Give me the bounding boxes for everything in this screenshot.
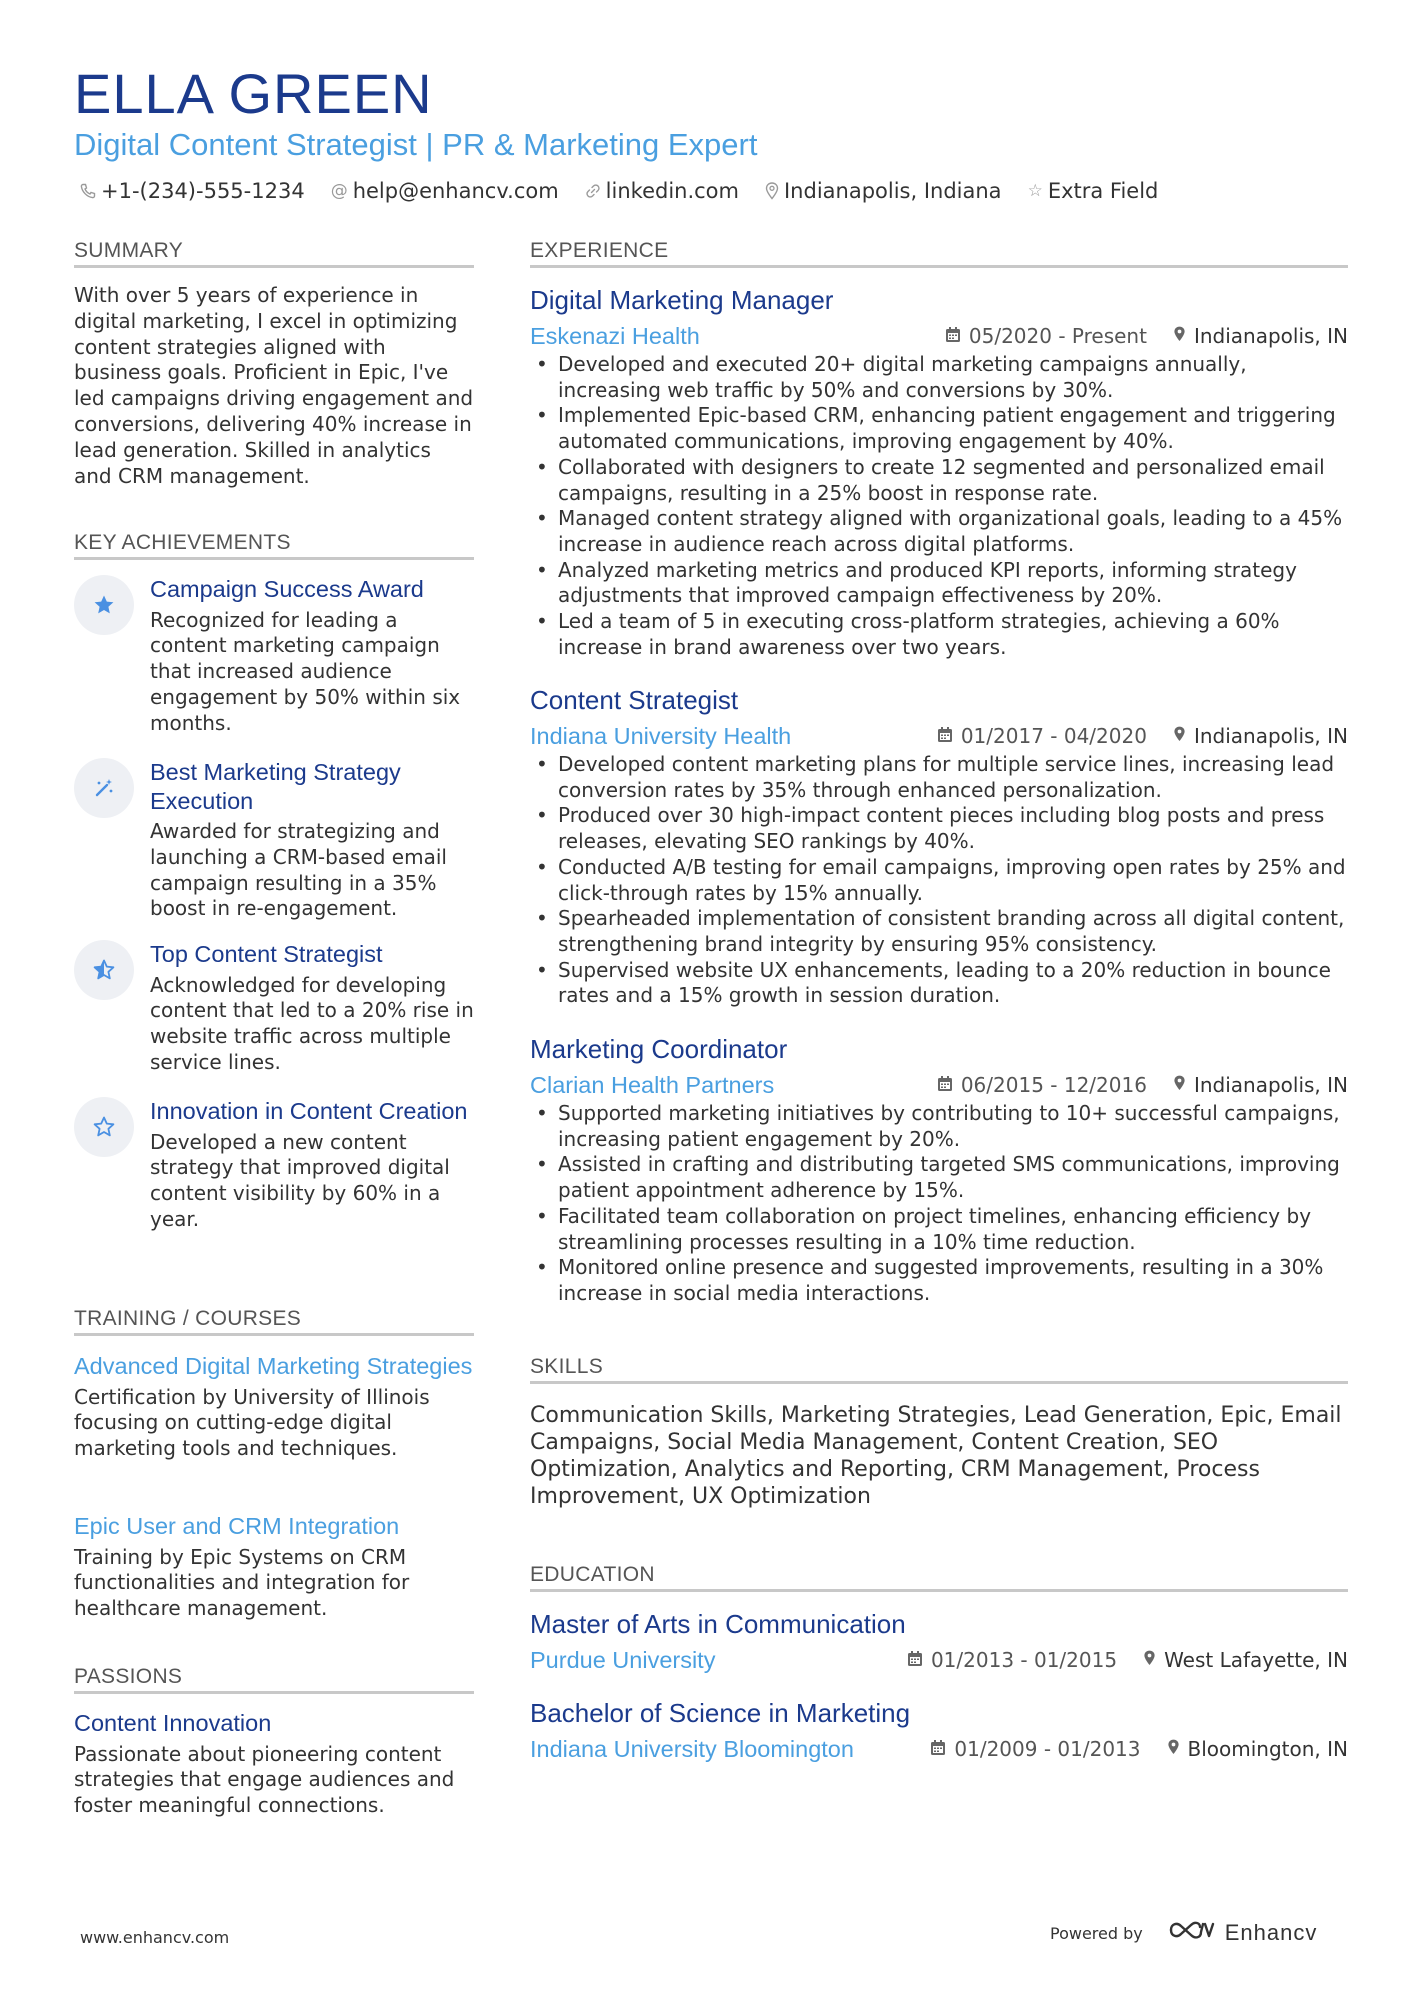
star-outline-icon: ☆	[1027, 181, 1043, 201]
footer-website[interactable]: www.enhancv.com	[80, 1928, 230, 1947]
link-icon	[585, 183, 601, 199]
calendar-icon	[907, 1644, 923, 1676]
bullet-item: • Analyzed marketing metrics and produced KPI reports, informing strategy adjustments that improved campaign effectiveness by 20%.	[530, 558, 1348, 609]
summary-heading: SUMMARY	[74, 239, 184, 262]
education-dates-text: 01/2009 - 01/2013	[954, 1737, 1141, 1761]
skills-text: Communication Skills, Marketing Strategies, Lead Generation, Epic, Email Campaigns, Social Media Management, Content Creation, SEO Optimization, Analytics and Reporting, CRM Management, Process Improvement, UX Optimization	[530, 1403, 1342, 1509]
education-dates	[907, 1644, 1117, 1676]
contact-email-text: help@enhancv.com	[352, 179, 559, 203]
contact-linkedin-text: linkedin.com	[605, 179, 739, 203]
location-pin-icon	[765, 182, 779, 200]
course-desc: Training by Epic Systems on CRM functionalities and integration for healthcare management.	[74, 1544, 410, 1621]
calendar-icon	[937, 1069, 953, 1101]
magic-wand-icon	[74, 758, 134, 818]
bullet-item: • Supported marketing initiatives by contributing to 10+ successful campaigns, increasing patient engagement by 20%.	[530, 1101, 1348, 1152]
achievements-heading: KEY ACHIEVEMENTS	[74, 531, 291, 554]
passion-title: Content Innovation	[74, 1710, 272, 1736]
bullet-item: • Monitored online presence and suggested improvements, resulting in a 30% increase in social media interactions.	[530, 1255, 1348, 1306]
achievement-desc: Acknowledged for developing content that led to a 20% rise in website traffic across multiple service lines.	[150, 972, 474, 1074]
course-title: Advanced Digital Marketing Strategies	[74, 1353, 473, 1379]
job-location-text: Indianapolis, IN	[1193, 324, 1348, 348]
course-desc: Certification by University of Illinois focusing on cutting-edge digital marketing tools and techniques.	[74, 1384, 430, 1461]
candidate-name: ELLA GREEN	[74, 62, 433, 125]
contact-linkedin[interactable]	[585, 176, 739, 206]
calendar-icon	[937, 720, 953, 752]
calendar-icon	[930, 1733, 946, 1765]
summary-divider	[74, 265, 474, 268]
job-company: Eskenazi Health	[530, 323, 700, 349]
phone-icon	[80, 183, 96, 199]
star-half-icon	[74, 940, 134, 1000]
job-location	[1173, 720, 1348, 752]
enhancv-logo[interactable]	[1167, 1918, 1318, 1948]
course-title: Epic User and CRM Integration	[74, 1513, 400, 1539]
degree-title: Master of Arts in Communication	[530, 1609, 906, 1639]
job-location	[1173, 320, 1348, 352]
bullet-item: • Collaborated with designers to create 12 segmented and personalized email campaigns, resulting in a 25% boost in response rate.	[530, 455, 1348, 506]
star-filled-icon	[74, 575, 134, 635]
job-entry	[530, 1033, 1348, 1307]
education-location	[1143, 1644, 1348, 1676]
achievement-desc: Developed a new content strategy that improved digital content visibility by 60% in a year.	[150, 1129, 450, 1231]
bullet-item: • Managed content strategy aligned with organizational goals, leading to a 45% increase in audience reach across digital platforms.	[530, 506, 1348, 557]
job-bullets	[530, 752, 1348, 1009]
achievement-title: Campaign Success Award	[150, 576, 424, 602]
contact-bar	[80, 176, 1158, 206]
summary-text: With over 5 years of experience in digital marketing, I excel in optimizing content strategies aligned with business goals. Proficient in Epic, I've led campaigns driving engagement and conversions, delivering 40% increase in lead generation. Skilled in analytics and CRM management.	[74, 283, 474, 488]
job-bullets	[530, 1101, 1348, 1307]
contact-extra	[1028, 176, 1159, 206]
achievement-title: Top Content Strategist	[150, 941, 383, 967]
contact-location	[765, 176, 1002, 206]
location-pin-icon	[1173, 320, 1186, 352]
powered-by-label: Powered by	[1050, 1923, 1143, 1943]
job-dates	[937, 1069, 1147, 1101]
job-bullets	[530, 352, 1348, 660]
job-dates-text: 01/2017 - 04/2020	[960, 724, 1147, 748]
bullet-item: • Produced over 30 high-impact content pieces including blog posts and press releases, elevating SEO rankings by 40%.	[530, 803, 1348, 854]
at-icon: @	[330, 181, 348, 201]
enhancv-logo-icon	[1167, 1918, 1215, 1948]
job-entry	[530, 684, 1348, 1009]
bullet-item: • Developed content marketing plans for multiple service lines, increasing lead conversion rates by 35% through enhanced personalization.	[530, 752, 1348, 803]
course-item	[74, 1512, 474, 1622]
achievement-desc: Awarded for strategizing and launching a CRM-based email campaign resulting in a 35% boost in re-engagement.	[150, 819, 447, 921]
job-title: Digital Marketing Manager	[530, 285, 834, 315]
training-divider	[74, 1333, 474, 1336]
passions-divider	[74, 1691, 474, 1694]
education-heading: EDUCATION	[530, 1563, 655, 1586]
job-title: Marketing Coordinator	[530, 1034, 788, 1064]
bullet-item: • Supervised website UX enhancements, leading to a 20% reduction in bounce rates and a 15% growth in session duration.	[530, 958, 1348, 1009]
education-dates	[930, 1733, 1140, 1765]
bullet-item: • Facilitated team collaboration on project timelines, enhancing efficiency by streamlining processes resulting in a 10% time reduction.	[530, 1204, 1348, 1255]
job-dates-text: 06/2015 - 12/2016	[960, 1073, 1147, 1097]
job-location-text: Indianapolis, IN	[1193, 724, 1348, 748]
contact-email[interactable]	[331, 176, 559, 206]
passion-item	[74, 1709, 474, 1819]
contact-phone[interactable]	[80, 176, 305, 206]
experience-divider	[530, 265, 1348, 268]
passion-desc: Passionate about pioneering content strategies that engage audiences and foster meaningful connections.	[74, 1741, 455, 1818]
school-name: Indiana University Bloomington	[530, 1736, 854, 1762]
education-location-text: West Lafayette, IN	[1164, 1648, 1348, 1672]
school-name: Purdue University	[530, 1647, 716, 1673]
bullet-item: • Implemented Epic-based CRM, enhancing patient engagement and triggering automated communications, improving engagement by 40%.	[530, 403, 1348, 454]
location-pin-icon	[1173, 1069, 1186, 1101]
training-heading: TRAINING / COURSES	[74, 1307, 302, 1330]
enhancv-logo-text: Enhancv	[1224, 1920, 1318, 1945]
course-item	[74, 1352, 474, 1462]
achievements-divider	[74, 557, 474, 560]
bullet-item: • Led a team of 5 in executing cross-platform strategies, achieving a 60% increase in brand awareness over two years.	[530, 609, 1348, 660]
footer-powered	[1050, 1918, 1317, 1948]
job-dates-text: 05/2020 - Present	[968, 324, 1147, 348]
job-location	[1173, 1069, 1348, 1101]
education-entry	[530, 1697, 1348, 1765]
contact-phone-text: +1-(234)-555-1234	[101, 179, 305, 203]
education-dates-text: 01/2013 - 01/2015	[930, 1648, 1118, 1672]
achievement-title: Best Marketing Strategy Execution	[150, 759, 401, 814]
bullet-item: • Assisted in crafting and distributing targeted SMS communications, improving patient appointment adherence by 15%.	[530, 1152, 1348, 1203]
skills-divider	[530, 1381, 1348, 1384]
skills-heading: SKILLS	[530, 1355, 604, 1378]
education-entry	[530, 1608, 1348, 1676]
candidate-title: Digital Content Strategist | PR & Marketing Expert	[74, 127, 758, 162]
education-location-text: Bloomington, IN	[1187, 1737, 1348, 1761]
passions-heading: PASSIONS	[74, 1665, 183, 1688]
contact-location-text: Indianapolis, Indiana	[783, 179, 1002, 203]
job-company: Indiana University Health	[530, 723, 792, 749]
bullet-item: • Spearheaded implementation of consistent branding across all digital content, strengthening brand integrity by ensuring 95% consistency.	[530, 906, 1348, 957]
bullet-item: • Conducted A/B testing for email campaigns, improving open rates by 25% and click-through rates by 15% annually.	[530, 855, 1348, 906]
job-location-text: Indianapolis, IN	[1193, 1073, 1348, 1097]
achievement-title: Innovation in Content Creation	[150, 1098, 468, 1124]
education-divider	[530, 1589, 1348, 1592]
location-pin-icon	[1143, 1644, 1156, 1676]
job-entry	[530, 284, 1348, 660]
star-outline-icon	[74, 1097, 134, 1157]
location-pin-icon	[1167, 1733, 1180, 1765]
location-pin-icon	[1173, 720, 1186, 752]
job-dates	[937, 720, 1147, 752]
degree-title: Bachelor of Science in Marketing	[530, 1698, 911, 1728]
job-company: Clarian Health Partners	[530, 1072, 775, 1098]
job-title: Content Strategist	[530, 685, 739, 715]
contact-extra-text: Extra Field	[1047, 179, 1159, 203]
calendar-icon	[945, 320, 961, 352]
education-location	[1167, 1733, 1349, 1765]
bullet-item: • Developed and executed 20+ digital marketing campaigns annually, increasing web traffic by 50% and conversions by 30%.	[530, 352, 1348, 403]
experience-heading: EXPERIENCE	[530, 239, 669, 262]
achievement-desc: Recognized for leading a content marketing campaign that increased audience engagement by 50% within six months.	[150, 607, 461, 735]
job-dates	[945, 320, 1147, 352]
